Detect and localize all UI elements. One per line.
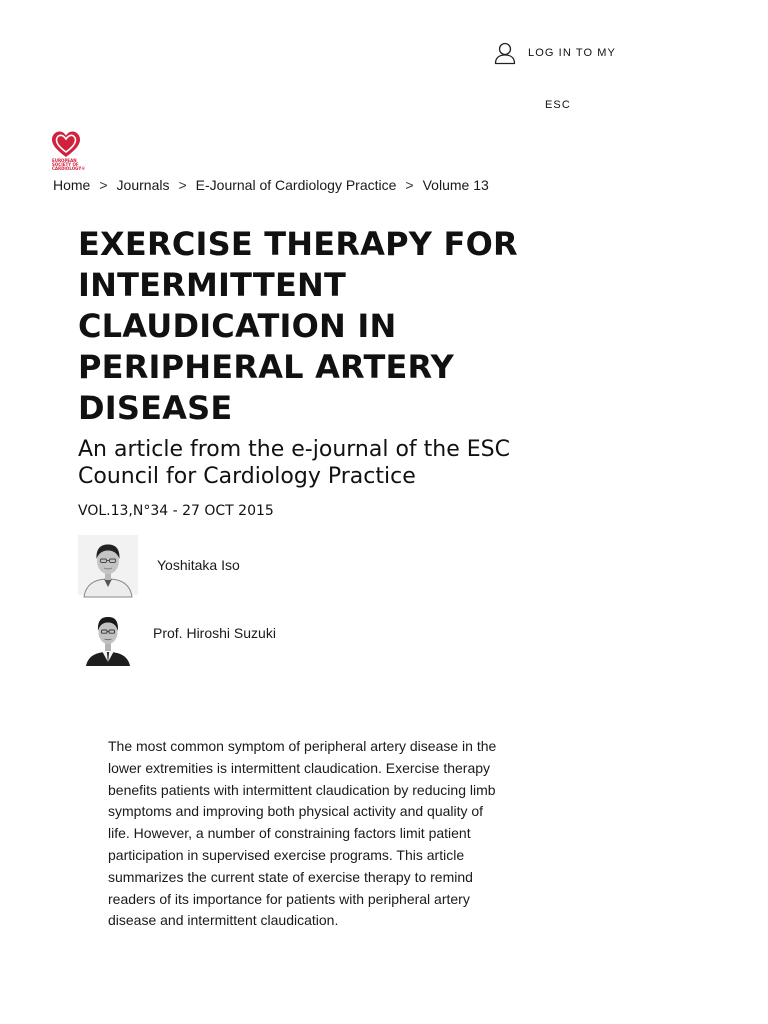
breadcrumb xyxy=(53,177,489,193)
author-name: Prof. Hiroshi Suzuki xyxy=(153,625,276,641)
author-avatar xyxy=(78,535,138,595)
logo-wordmark-3: CARDIOLOGY® xyxy=(52,166,86,171)
article-title: EXERCISE THERAPY FOR INTERMITTENT CLAUDICATION IN PERIPHERAL ARTERY DISEASE xyxy=(78,225,518,427)
breadcrumb-separator: > xyxy=(405,177,414,193)
breadcrumb-volume[interactable]: Volume 13 xyxy=(422,177,489,193)
author-name: Yoshitaka Iso xyxy=(157,557,240,573)
login-label-esc: ESC xyxy=(545,99,571,111)
login-label: LOG IN TO MY xyxy=(528,47,616,59)
esc-heart-logo[interactable] xyxy=(51,130,86,171)
login-link[interactable] xyxy=(493,41,623,121)
breadcrumb-journals[interactable]: Journals xyxy=(116,177,170,193)
article-subtitle: An article from the e-journal of the ESC Council for Cardiology Practice xyxy=(78,437,510,489)
breadcrumb-separator: > xyxy=(178,177,187,193)
author-avatar xyxy=(78,604,138,664)
breadcrumb-separator: > xyxy=(99,177,108,193)
logo-wordmark-2: SOCIETY OF xyxy=(52,162,79,167)
article-abstract: The most common symptom of peripheral artery disease in the lower extremities is intermittent claudication. Exercise therapy benefits patients with intermittent claudication by reducing limb symptoms and improving both physical activity and quality of life. However, a number of constraining factors limit patient participation in supervised exercise programs. This article summarizes the current state of exercise therapy to remind readers of its importance for patients with peripheral artery disease and intermittent claudication. xyxy=(108,738,497,929)
article-volume-date: VOL.13,N°34 - 27 OCT 2015 xyxy=(78,503,274,519)
breadcrumb-ejournal[interactable]: E-Journal of Cardiology Practice xyxy=(195,177,397,193)
user-icon xyxy=(493,41,517,65)
breadcrumb-home[interactable]: Home xyxy=(53,177,91,193)
logo-wordmark: EUROPEAN xyxy=(52,158,77,163)
